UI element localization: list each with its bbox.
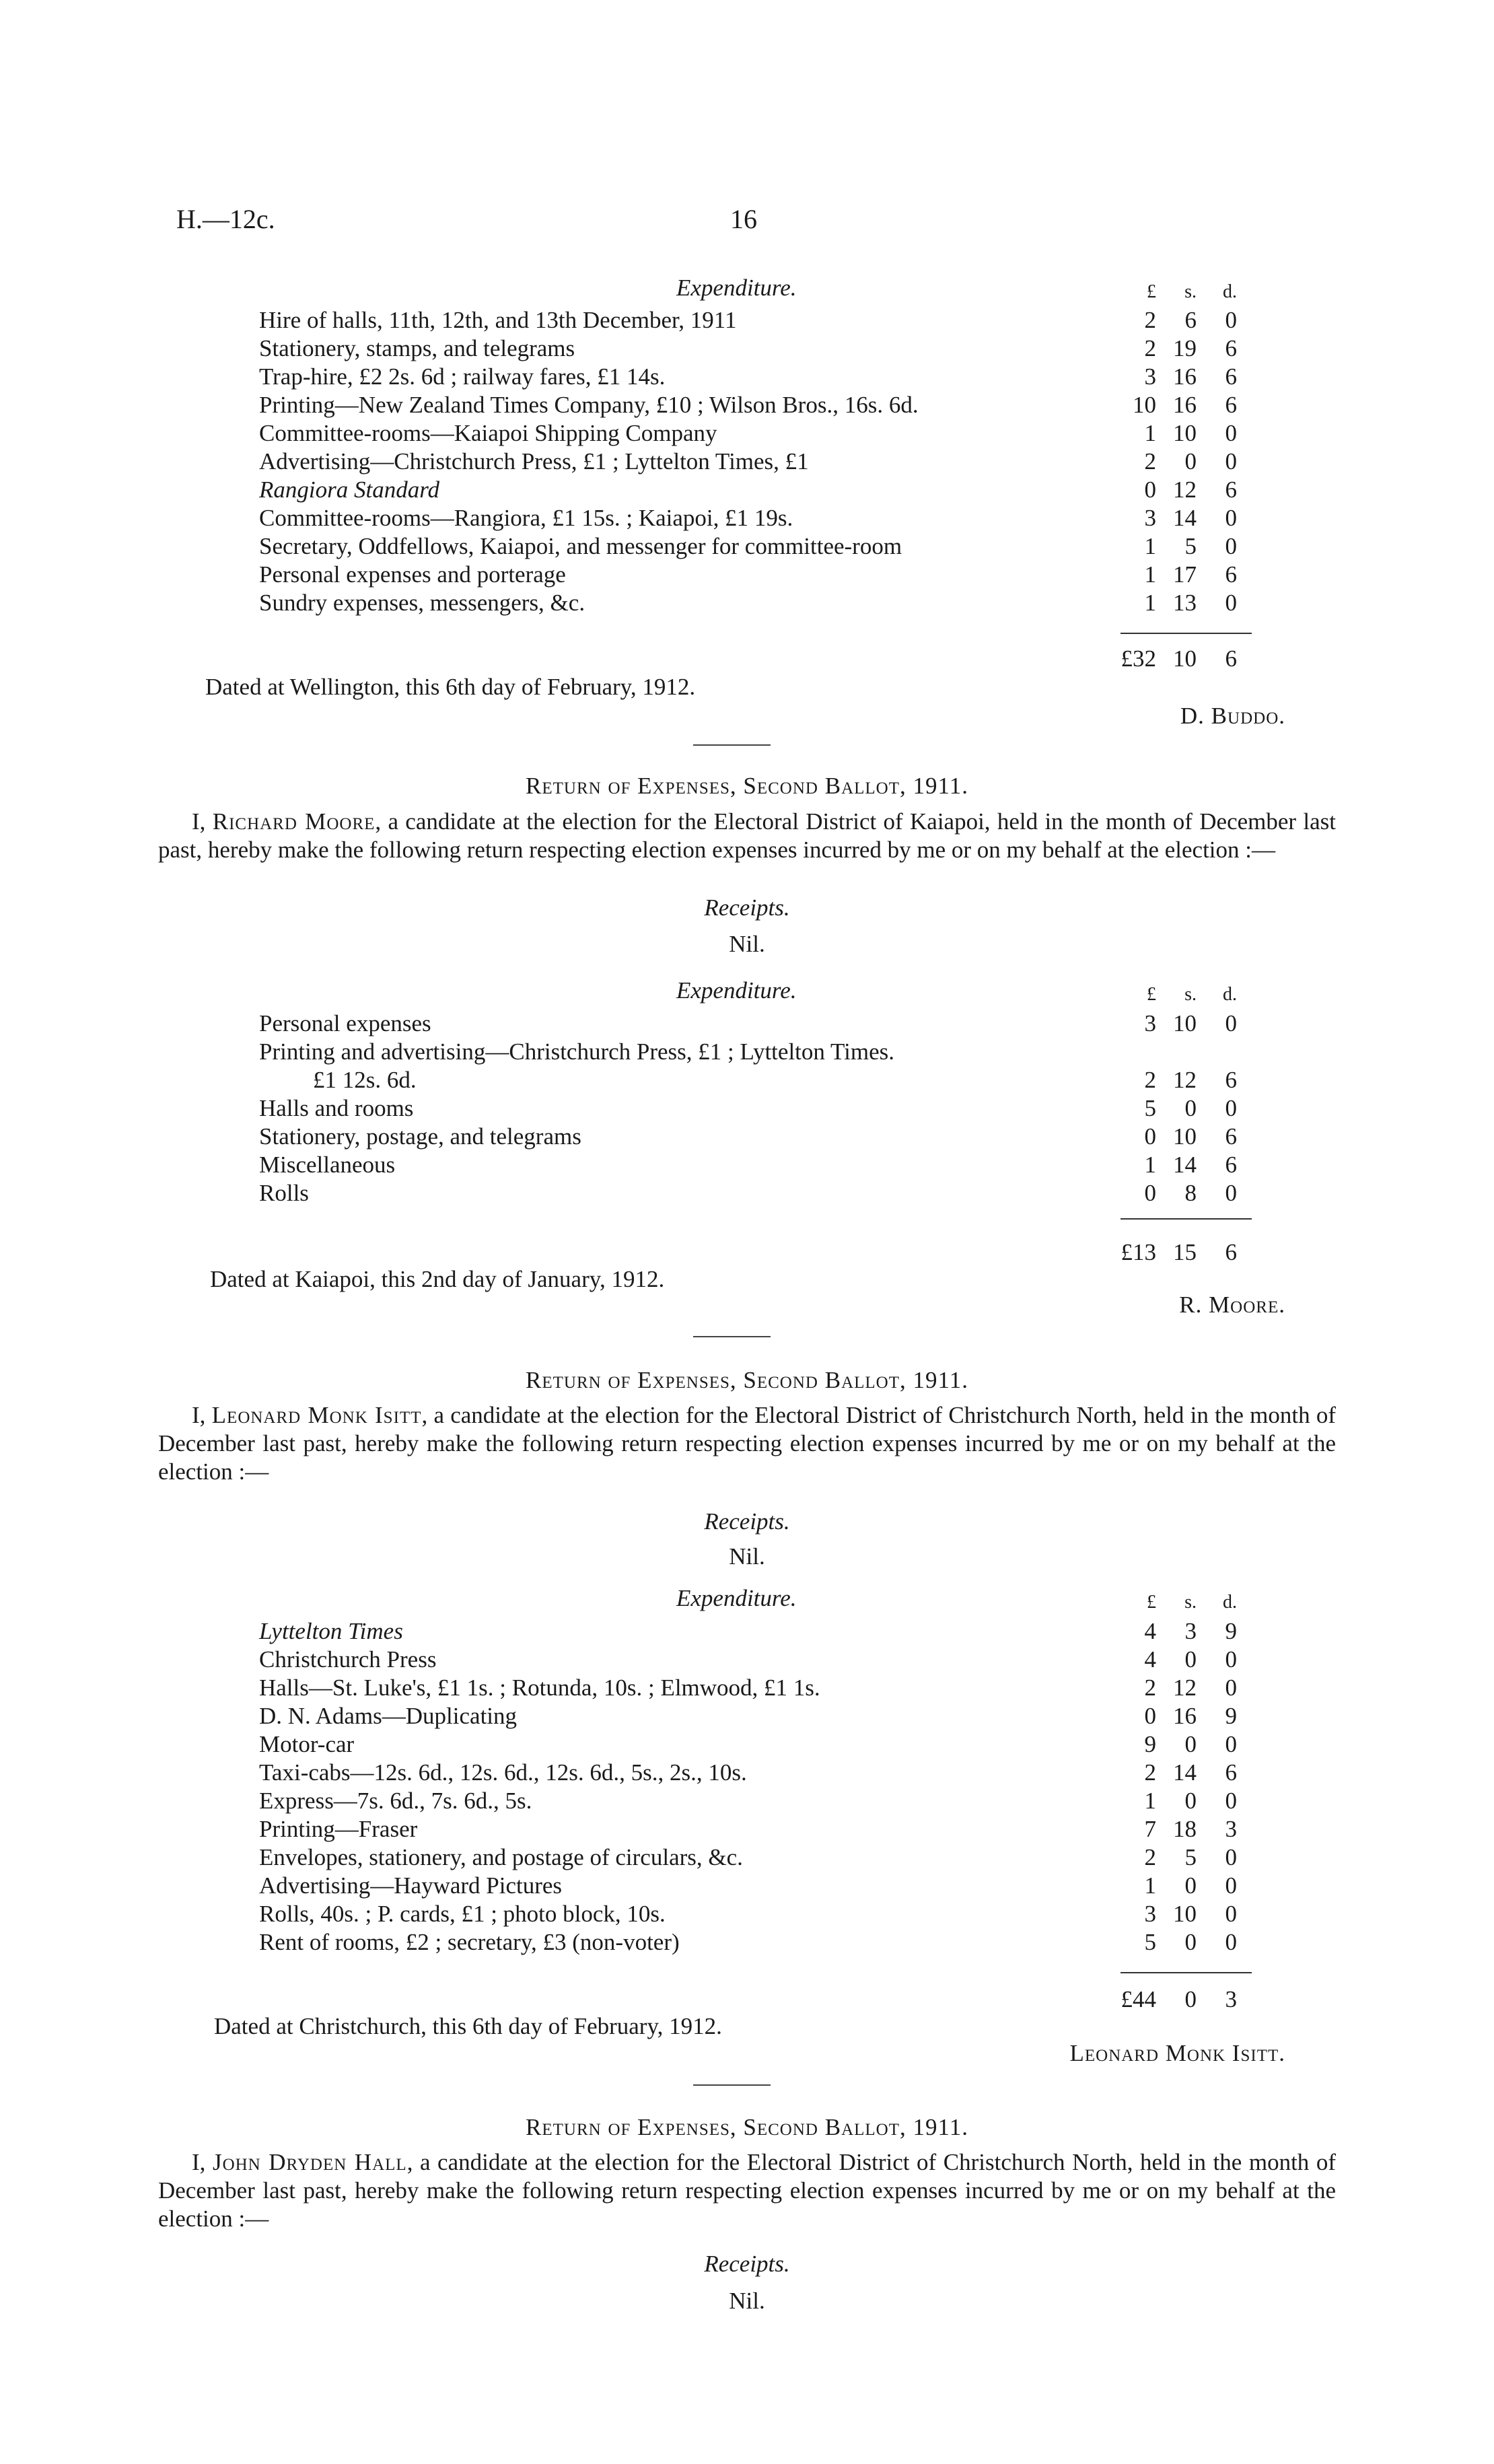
expenditure-row	[259, 1730, 1235, 1759]
pounds-value: 5	[1144, 1929, 1156, 1955]
pence-value: 0	[1225, 1010, 1237, 1036]
expenditure-amount	[1117, 1179, 1252, 1207]
expenditure-item: Trap-hire, £2 2s. 6d ; railway fares, £1 14s.	[259, 363, 666, 390]
pence-value: 6	[1225, 477, 1237, 503]
receipts-value: Nil.	[729, 931, 765, 957]
expenditure-row	[259, 504, 1235, 532]
pounds-value: 1	[1144, 590, 1156, 616]
pence-value: 0	[1225, 1180, 1237, 1206]
shillings-value: 16	[1173, 392, 1197, 418]
expenditure-amount	[1117, 476, 1252, 504]
intro-prefix: I,	[192, 2149, 213, 2175]
shillings-value: 0	[1184, 1646, 1197, 1673]
isitt-dated-line: Dated at Christchurch, this 6th day of February, 1912.	[214, 2013, 722, 2039]
pounds-value: 1	[1144, 420, 1156, 446]
buddo-signature: D. Buddo.	[1180, 703, 1285, 729]
pence-value: 3	[1225, 1816, 1237, 1842]
pence-value: 9	[1225, 1703, 1237, 1729]
shillings-value: 0	[1184, 1095, 1197, 1121]
pounds-value: 3	[1144, 363, 1156, 390]
pence-value: 6	[1225, 1067, 1237, 1093]
total-rule	[1120, 1972, 1252, 1973]
total-pence: 3	[1225, 1986, 1237, 2012]
intro-body: , a candidate at the election for the Electoral District of Christchurch North, held in the month of December last past, hereby make the following return respecting election expenses incurred by me or on my behalf at the election :—	[158, 1402, 1336, 1485]
pence-value: 0	[1225, 1788, 1237, 1814]
pence-heading: d.	[1223, 984, 1237, 1005]
pounds-value: 2	[1144, 1675, 1156, 1701]
expenditure-row	[259, 1094, 1235, 1123]
shillings-value: 10	[1173, 1901, 1197, 1927]
shillings-value: 10	[1173, 1010, 1197, 1036]
pounds-value: 2	[1144, 335, 1156, 361]
pounds-heading: £	[1147, 281, 1156, 302]
shillings-value: 0	[1184, 1929, 1197, 1955]
expenditure-amount	[1117, 1066, 1252, 1094]
total-rule	[1120, 633, 1252, 634]
expenditure-amount	[1117, 504, 1252, 532]
expenditure-row	[259, 1900, 1235, 1928]
expenditure-item: Rolls, 40s. ; P. cards, £1 ; photo block, 10s.	[259, 1901, 666, 1927]
expenditure-row	[259, 1123, 1235, 1151]
expenditure-item: Motor-car	[259, 1731, 355, 1757]
isitt-return-title: Return of Expenses, Second Ballot, 1911.	[526, 1367, 968, 1393]
expenditure-item: Rent of rooms, £2 ; secretary, £3 (non-voter)	[259, 1929, 680, 1955]
shillings-value: 17	[1173, 561, 1197, 588]
expenditure-amount	[1117, 1872, 1252, 1900]
total-pounds: £44	[1120, 1986, 1156, 2012]
shillings-heading: s.	[1184, 1592, 1197, 1613]
expenditure-row	[259, 1815, 1235, 1843]
intro-prefix: I,	[192, 1402, 212, 1428]
expenditure-item: £1 12s. 6d.	[313, 1067, 417, 1093]
expenditure-row	[259, 1179, 1235, 1207]
expenditure-amount	[1117, 1094, 1252, 1123]
expenditure-row	[259, 306, 1235, 335]
section-separator	[693, 1336, 771, 1337]
expenditure-item: Stationery, postage, and telegrams	[259, 1123, 581, 1150]
expenditure-amount	[1117, 1617, 1252, 1646]
moore-intro-paragraph	[158, 808, 1336, 864]
expenditure-item: Secretary, Oddfellows, Kaiapoi, and messenger for committee-room	[259, 533, 902, 559]
pence-heading: d.	[1223, 1592, 1237, 1613]
pence-value: 6	[1225, 392, 1237, 418]
hall-intro-paragraph	[158, 2148, 1336, 2233]
expenditure-amount	[1117, 1010, 1252, 1038]
pence-value: 0	[1225, 1901, 1237, 1927]
pence-value: 0	[1225, 420, 1237, 446]
pence-value: 0	[1225, 1929, 1237, 1955]
expenditure-heading: Expenditure.	[676, 275, 797, 301]
pence-value: 0	[1225, 533, 1237, 559]
buddo-dated-line: Dated at Wellington, this 6th day of February, 1912.	[205, 674, 696, 700]
pence-value: 6	[1225, 363, 1237, 390]
pence-value: 0	[1225, 505, 1237, 531]
expenditure-amount	[1117, 1759, 1252, 1787]
shillings-value: 18	[1173, 1816, 1197, 1842]
pounds-value: 5	[1144, 1095, 1156, 1121]
expenditure-amount	[1117, 1730, 1252, 1759]
intro-body: , a candidate at the election for the Electoral District of Christchurch North, held in the month of December last past, hereby make the following return respecting election expenses incurred by me or on my behalf at the election :—	[158, 2149, 1336, 2232]
isitt-total	[1117, 1985, 1252, 2014]
expenditure-item: Printing and advertising—Christchurch Press, £1 ; Lyttelton Times.	[259, 1039, 895, 1065]
total-pence: 6	[1225, 1239, 1237, 1265]
pence-value: 0	[1225, 1731, 1237, 1757]
expenditure-row	[259, 1872, 1235, 1900]
moore-total	[1117, 1238, 1252, 1267]
expenditure-row	[259, 448, 1235, 476]
shillings-value: 12	[1173, 1067, 1197, 1093]
expenditure-amount	[1117, 363, 1252, 391]
pounds-value: 7	[1144, 1816, 1156, 1842]
expenditure-item: Taxi-cabs—12s. 6d., 12s. 6d., 12s. 6d., 5s., 2s., 10s.	[259, 1759, 747, 1786]
total-shillings: 10	[1173, 645, 1197, 672]
expenditure-item: Advertising—Hayward Pictures	[259, 1872, 563, 1899]
pence-heading: d.	[1223, 281, 1237, 302]
shillings-value: 6	[1184, 307, 1197, 333]
pounds-value: 1	[1144, 533, 1156, 559]
expenditure-heading: Expenditure.	[676, 977, 797, 1004]
expenditure-item: Miscellaneous	[259, 1152, 396, 1178]
shillings-value: 0	[1184, 448, 1197, 474]
expenditure-item: D. N. Adams—Duplicating	[259, 1703, 518, 1729]
shillings-value: 0	[1184, 1731, 1197, 1757]
shillings-heading: s.	[1184, 281, 1197, 302]
intro-body: , a candidate at the election for the Electoral District of Kaiapoi, held in the month of December last past, hereby make the following return respecting election expenses incurred by me or on my behalf at the election :—	[158, 808, 1336, 863]
expenditure-row	[259, 1787, 1235, 1815]
expenditure-row	[259, 1646, 1235, 1674]
pence-value: 0	[1225, 1675, 1237, 1701]
pounds-value: 2	[1144, 1844, 1156, 1870]
expenditure-row	[259, 1617, 1235, 1646]
expenditure-item: Halls—St. Luke's, £1 1s. ; Rotunda, 10s. ; Elmwood, £1 1s.	[259, 1675, 820, 1701]
shillings-value: 12	[1173, 1675, 1197, 1701]
buddo-total	[1117, 645, 1252, 673]
moore-return-title: Return of Expenses, Second Ballot, 1911.	[526, 773, 968, 799]
expenditure-amount	[1117, 306, 1252, 335]
receipts-value: Nil.	[729, 2288, 765, 2314]
pence-value: 0	[1225, 1095, 1237, 1121]
expenditure-row	[259, 335, 1235, 363]
hall-return-title: Return of Expenses, Second Ballot, 1911.	[526, 2114, 968, 2140]
pounds-value: 0	[1144, 1180, 1156, 1206]
expenditure-amount	[1117, 1646, 1252, 1674]
section-separator	[693, 2084, 771, 2086]
pence-value: 6	[1225, 1123, 1237, 1150]
moore-dated-line: Dated at Kaiapoi, this 2nd day of January, 1912.	[210, 1266, 665, 1292]
pounds-value: 2	[1144, 1067, 1156, 1093]
expenditure-amount	[1117, 335, 1252, 363]
expenditure-item: Rolls	[259, 1180, 309, 1206]
expenditure-row	[259, 1759, 1235, 1787]
expenditure-row	[259, 1151, 1235, 1179]
expenditure-row	[259, 1702, 1235, 1730]
total-pence: 6	[1225, 645, 1237, 672]
pounds-value: 10	[1133, 392, 1156, 418]
expenditure-item: Printing—New Zealand Times Company, £10 ; Wilson Bros., 16s. 6d.	[259, 392, 919, 418]
pounds-value: 1	[1144, 1872, 1156, 1899]
shillings-value: 8	[1184, 1180, 1197, 1206]
total-shillings: 15	[1173, 1239, 1197, 1265]
expenditure-item: Halls and rooms	[259, 1095, 414, 1121]
expenditure-item: Committee-rooms—Kaiapoi Shipping Company	[259, 420, 717, 446]
pounds-value: 1	[1144, 1788, 1156, 1814]
page-reference: H.—12c.	[176, 204, 275, 234]
candidate-name: Richard Moore	[212, 808, 376, 835]
expenditure-item: Christchurch Press	[259, 1646, 437, 1673]
pence-value: 0	[1225, 1872, 1237, 1899]
pounds-value: 4	[1144, 1618, 1156, 1644]
total-rule	[1120, 1218, 1252, 1220]
receipts-heading: Receipts.	[704, 894, 790, 921]
expenditure-amount	[1117, 1787, 1252, 1815]
expenditure-amount	[1117, 1702, 1252, 1730]
pence-value: 0	[1225, 1646, 1237, 1673]
pence-value: 0	[1225, 448, 1237, 474]
intro-prefix: I,	[192, 808, 213, 835]
pounds-value: 1	[1144, 1152, 1156, 1178]
shillings-value: 14	[1173, 1152, 1197, 1178]
isitt-intro-paragraph	[158, 1401, 1336, 1486]
shillings-value: 5	[1184, 533, 1197, 559]
section-separator	[693, 744, 771, 746]
candidate-name: Leonard Monk Isitt	[211, 1402, 422, 1428]
pounds-heading: £	[1147, 984, 1156, 1005]
column-headings	[1117, 1588, 1252, 1615]
expenditure-amount	[1117, 1900, 1252, 1928]
expenditure-amount	[1117, 589, 1252, 617]
moore-signature: R. Moore.	[1179, 1292, 1285, 1318]
expenditure-item: Lyttelton Times	[259, 1618, 403, 1644]
expenditure-amount	[1117, 1674, 1252, 1702]
expenditure-amount	[1117, 561, 1252, 589]
expenditure-row	[259, 1038, 1235, 1066]
shillings-value: 16	[1173, 1703, 1197, 1729]
total-shillings: 0	[1184, 1986, 1197, 2012]
shillings-value: 16	[1173, 363, 1197, 390]
expenditure-row	[259, 363, 1235, 391]
expenditure-item: Committee-rooms—Rangiora, £1 15s. ; Kaiapoi, £1 19s.	[259, 505, 793, 531]
shillings-value: 14	[1173, 1759, 1197, 1786]
expenditure-item: Advertising—Christchurch Press, £1 ; Lyttelton Times, £1	[259, 448, 809, 474]
expenditure-item: Printing—Fraser	[259, 1816, 418, 1842]
expenditure-row	[259, 391, 1235, 419]
pounds-value: 3	[1144, 505, 1156, 531]
pounds-heading: £	[1147, 1592, 1156, 1613]
pounds-value: 2	[1144, 307, 1156, 333]
pounds-value: 0	[1144, 1703, 1156, 1729]
pounds-value: 3	[1144, 1901, 1156, 1927]
pence-value: 6	[1225, 1759, 1237, 1786]
pence-value: 9	[1225, 1618, 1237, 1644]
receipts-value: Nil.	[729, 1543, 765, 1570]
expenditure-amount	[1117, 532, 1252, 561]
pence-value: 0	[1225, 590, 1237, 616]
pounds-value: 0	[1144, 477, 1156, 503]
expenditure-row	[259, 561, 1235, 589]
expenditure-item: Express—7s. 6d., 7s. 6d., 5s.	[259, 1788, 532, 1814]
expenditure-row	[259, 1928, 1235, 1957]
shillings-value: 5	[1184, 1844, 1197, 1870]
pounds-value: 0	[1144, 1123, 1156, 1150]
pounds-value: 3	[1144, 1010, 1156, 1036]
shillings-value: 10	[1173, 420, 1197, 446]
page-number: 16	[730, 204, 757, 234]
pounds-value: 2	[1144, 1759, 1156, 1786]
expenditure-item: Envelopes, stationery, and postage of circulars, &c.	[259, 1844, 743, 1870]
shillings-value: 0	[1184, 1788, 1197, 1814]
expenditure-item: Hire of halls, 11th, 12th, and 13th December, 1911	[259, 307, 737, 333]
pence-value: 6	[1225, 561, 1237, 588]
pence-value: 6	[1225, 335, 1237, 361]
shillings-value: 10	[1173, 1123, 1197, 1150]
pence-value: 0	[1225, 1844, 1237, 1870]
expenditure-item: Stationery, stamps, and telegrams	[259, 335, 575, 361]
receipts-heading: Receipts.	[704, 2251, 790, 2277]
total-pounds: £32	[1120, 645, 1156, 672]
pence-value: 6	[1225, 1152, 1237, 1178]
expenditure-item: Sundry expenses, messengers, &c.	[259, 590, 585, 616]
expenditure-item: Personal expenses and porterage	[259, 561, 566, 588]
shillings-value: 14	[1173, 505, 1197, 531]
expenditure-amount	[1117, 1123, 1252, 1151]
shillings-value: 0	[1184, 1872, 1197, 1899]
total-pounds: £13	[1120, 1239, 1156, 1265]
pounds-value: 2	[1144, 448, 1156, 474]
expenditure-row	[259, 1843, 1235, 1872]
expenditure-amount	[1117, 448, 1252, 476]
expenditure-item: Rangiora Standard	[259, 477, 440, 503]
expenditure-row	[259, 1674, 1235, 1702]
pounds-value: 1	[1144, 561, 1156, 588]
expenditure-row	[259, 532, 1235, 561]
expenditure-amount	[1117, 1815, 1252, 1843]
column-headings	[1117, 981, 1252, 1008]
shillings-value: 13	[1173, 590, 1197, 616]
expenditure-heading: Expenditure.	[676, 1585, 797, 1611]
expenditure-amount	[1117, 391, 1252, 419]
expenditure-amount	[1117, 1928, 1252, 1957]
pounds-value: 4	[1144, 1646, 1156, 1673]
expenditure-item: Personal expenses	[259, 1010, 431, 1036]
pounds-value: 9	[1144, 1731, 1156, 1757]
expenditure-amount	[1117, 1151, 1252, 1179]
shillings-value: 19	[1173, 335, 1197, 361]
expenditure-row	[259, 476, 1235, 504]
isitt-signature: Leonard Monk Isitt.	[1069, 2040, 1285, 2066]
expenditure-row	[259, 1066, 1235, 1094]
shillings-value: 3	[1184, 1618, 1197, 1644]
expenditure-row	[259, 589, 1235, 617]
expenditure-row	[259, 1010, 1235, 1038]
receipts-heading: Receipts.	[704, 1508, 790, 1535]
column-headings	[1117, 278, 1252, 305]
expenditure-amount	[1117, 1843, 1252, 1872]
candidate-name: John Dryden Hall	[212, 2149, 407, 2175]
shillings-heading: s.	[1184, 984, 1197, 1005]
expenditure-amount	[1117, 419, 1252, 448]
pence-value: 0	[1225, 307, 1237, 333]
shillings-value: 12	[1173, 477, 1197, 503]
expenditure-row	[259, 419, 1235, 448]
